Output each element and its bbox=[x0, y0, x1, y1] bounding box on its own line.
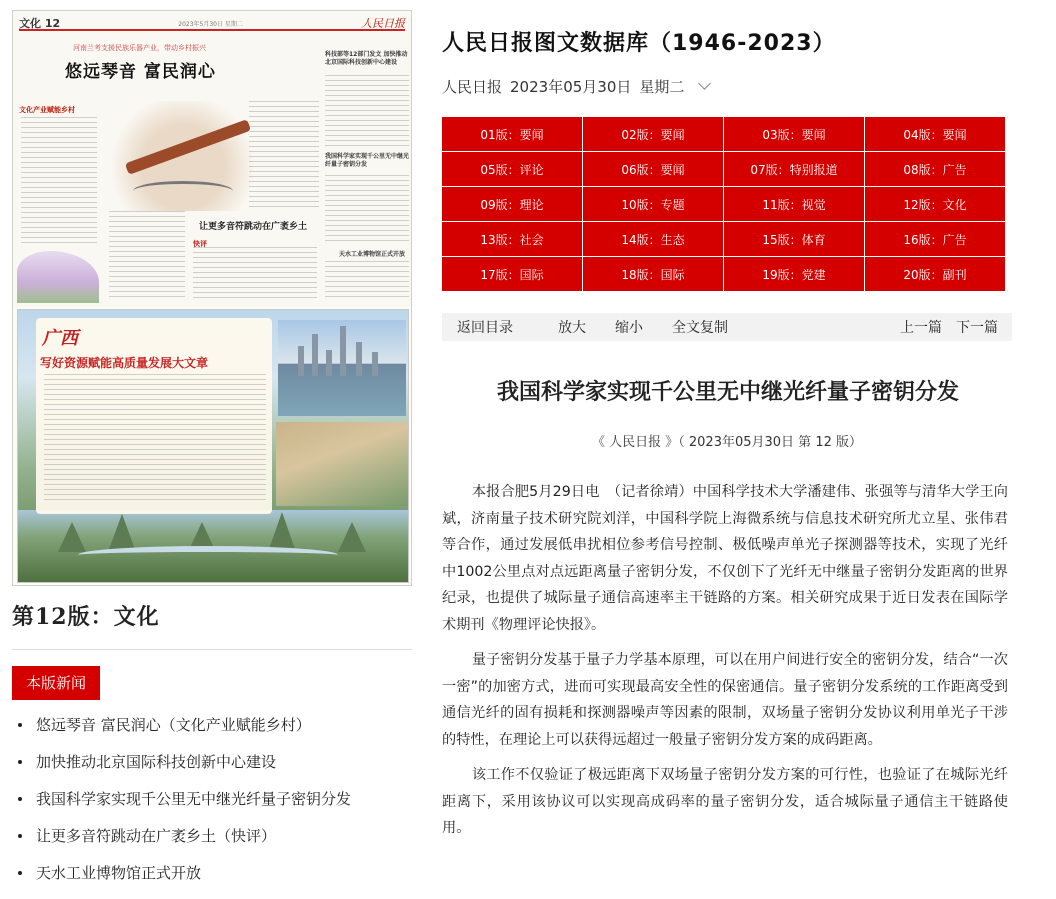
thumbnail-side-headline: 科技部等12部门发文 加快推动北京国际科技创新中心建设 bbox=[325, 51, 408, 66]
thumbnail-text-column bbox=[325, 175, 409, 245]
thumbnail-kicker: 河南兰考支援民族乐器产业，带动乡村振兴 bbox=[73, 44, 206, 52]
edition-link[interactable]: 18版：国际 bbox=[583, 257, 723, 291]
news-list-item[interactable]: 让更多音符跳动在广袤乡土（快评） bbox=[12, 825, 412, 862]
thumbnail-tag: 文化产业赋能乡村 bbox=[19, 106, 75, 114]
dateline-selector[interactable] bbox=[442, 76, 709, 97]
thumbnail-sub-headline: 让更多音符跳动在广袤乡土 bbox=[199, 222, 308, 232]
section-tab[interactable]: 本版新闻 bbox=[12, 666, 100, 700]
edition-link[interactable]: 05版：评论 bbox=[442, 152, 582, 186]
edition-link[interactable]: 16版：广告 bbox=[865, 222, 1005, 256]
back-to-index-button[interactable]: 返回目录 bbox=[457, 320, 513, 336]
thumbnail-headline: 悠远琴音 富民润心 bbox=[65, 62, 216, 82]
dateline-date: 2023年05月30日 bbox=[510, 78, 632, 96]
edition-link[interactable]: 10版：专题 bbox=[583, 187, 723, 221]
thumbnail-advertisement bbox=[17, 309, 409, 583]
ad-title: 写好资源赋能高质量发展大文章 bbox=[40, 356, 209, 370]
edition-link[interactable]: 20版：副刊 bbox=[865, 257, 1005, 291]
thumbnail-illustration bbox=[103, 101, 263, 211]
thumbnail-text-column bbox=[193, 247, 317, 301]
edition-link[interactable]: 14版：生态 bbox=[583, 222, 723, 256]
thumbnail-date: 2023年5月30日 星期二 bbox=[178, 20, 243, 28]
edition-grid bbox=[442, 117, 1004, 291]
guqin-illustration bbox=[125, 119, 251, 175]
edition-link[interactable]: 08版：广告 bbox=[865, 152, 1005, 186]
newspaper-page-thumbnail[interactable] bbox=[12, 10, 412, 586]
article-body bbox=[442, 479, 1008, 851]
article-paragraph: 本报合肥5月29日电 （记者徐靖）中国科学技术大学潘建伟、张强等与清华大学王向斌，济南量子技术研究院刘洋，中国科学院上海微系统与信息技术研究所尤立星、张伟君等合作，通过发展低串扰相位参考信号控制、极低噪声单光子探测器等技术，实现了光纤中1002公里点对点远距离量子密钥分发，不仅创下了光纤无中继量子密钥分发距离的世界纪录，也提供了城际量子通信高速率主干链路的方案。相关研究成果于近日发表在国际学术期刊《物理评论快报》。 bbox=[442, 484, 1008, 633]
zoom-out-button[interactable]: 缩小 bbox=[615, 320, 643, 336]
article-paragraph: 该工作不仅验证了极远距离下双场量子密钥分发方案的可行性，也验证了在城际光纤距离下，采用该协议可以实现高成码率的量子密钥分发，适合城际量子通信主干链路使用。 bbox=[442, 767, 1008, 836]
bridge-illustration bbox=[133, 181, 233, 201]
city-photo bbox=[278, 320, 406, 416]
next-article-button[interactable]: 下一篇 bbox=[956, 320, 998, 336]
river-illustration bbox=[78, 546, 338, 564]
edition-link[interactable]: 09版：理论 bbox=[442, 187, 582, 221]
database-title: 人民日报图文数据库（1946-2023） bbox=[442, 31, 836, 56]
ad-text-body bbox=[44, 374, 266, 502]
thumbnail-text-column bbox=[249, 101, 319, 211]
chevron-down-icon[interactable] bbox=[699, 77, 712, 90]
thumbnail-page-header: 文化 12 bbox=[19, 17, 61, 30]
edition-link[interactable]: 12版：文化 bbox=[865, 187, 1005, 221]
divider bbox=[12, 649, 412, 650]
edition-link[interactable]: 01版：要闻 bbox=[442, 117, 582, 151]
article-paragraph: 量子密钥分发基于量子力学基本原理，可以在用户间进行安全的密钥分发，结合“一次一密”的加密方式，进而可实现最高安全性的保密通信。量子密钥分发系统的工作距离受到通信光纤的固有损耗和探测器噪声等因素的限制，双场量子密钥分发协议利用单光子干涉的特性，在理论上可以获得远超过一般量子密钥分发方案的成码距离。 bbox=[442, 652, 1008, 748]
left-column bbox=[12, 10, 412, 899]
thumbnail-text-column bbox=[325, 261, 409, 301]
industry-photo bbox=[276, 422, 408, 506]
edition-link[interactable]: 06版：要闻 bbox=[583, 152, 723, 186]
thumbnail-header bbox=[19, 17, 405, 31]
article-meta: 《 人民日报 》（ 2023年05月30日 第 12 版） bbox=[591, 435, 862, 450]
edition-link[interactable]: 04版：要闻 bbox=[865, 117, 1005, 151]
thumbnail-landscape bbox=[17, 251, 99, 303]
news-list-item[interactable]: 我国科学家实现千公里无中继光纤量子密钥分发 bbox=[12, 788, 412, 825]
edition-link[interactable]: 02版：要闻 bbox=[583, 117, 723, 151]
ad-region: 广西 bbox=[42, 328, 78, 349]
edition-link[interactable]: 03版：要闻 bbox=[724, 117, 864, 151]
article-title: 我国科学家实现千公里无中继光纤量子密钥分发 bbox=[496, 380, 959, 405]
article-toolbar bbox=[442, 313, 1012, 341]
dateline-weekday: 星期二 bbox=[639, 78, 685, 96]
thumbnail-text-column bbox=[109, 211, 185, 301]
edition-link[interactable]: 19版：党建 bbox=[724, 257, 864, 291]
dateline-paper: 人民日报 bbox=[442, 78, 503, 96]
thumbnail-kuaiping: 快评 bbox=[193, 240, 207, 248]
thumbnail-side-headline: 天水工业博物馆正式开放 bbox=[339, 251, 406, 258]
thumbnail-side-headline: 我国科学家实现千公里无中继光纤量子密钥分发 bbox=[325, 153, 410, 168]
thumbnail-text-column bbox=[21, 117, 97, 247]
zoom-in-button[interactable]: 放大 bbox=[558, 320, 586, 336]
news-list bbox=[12, 714, 412, 899]
copy-full-text-button[interactable]: 全文复制 bbox=[672, 320, 728, 336]
edition-link[interactable]: 11版：视觉 bbox=[724, 187, 864, 221]
previous-article-button[interactable]: 上一篇 bbox=[900, 320, 942, 336]
thumbnail-masthead: 人民日报 bbox=[361, 17, 405, 30]
edition-link[interactable]: 07版：特别报道 bbox=[724, 152, 864, 186]
page-label: 第12版：文化 bbox=[12, 604, 160, 630]
edition-link[interactable]: 15版：体育 bbox=[724, 222, 864, 256]
edition-link[interactable]: 13版：社会 bbox=[442, 222, 582, 256]
thumbnail-text-column bbox=[325, 75, 409, 147]
edition-link[interactable]: 17版：国际 bbox=[442, 257, 582, 291]
news-list-item[interactable]: 天水工业博物馆正式开放 bbox=[12, 862, 412, 899]
news-list-item[interactable]: 悠远琴音 富民润心（文化产业赋能乡村） bbox=[12, 714, 412, 751]
news-list-item[interactable]: 加快推动北京国际科技创新中心建设 bbox=[12, 751, 412, 788]
thumbnail-upper-section bbox=[13, 11, 411, 307]
